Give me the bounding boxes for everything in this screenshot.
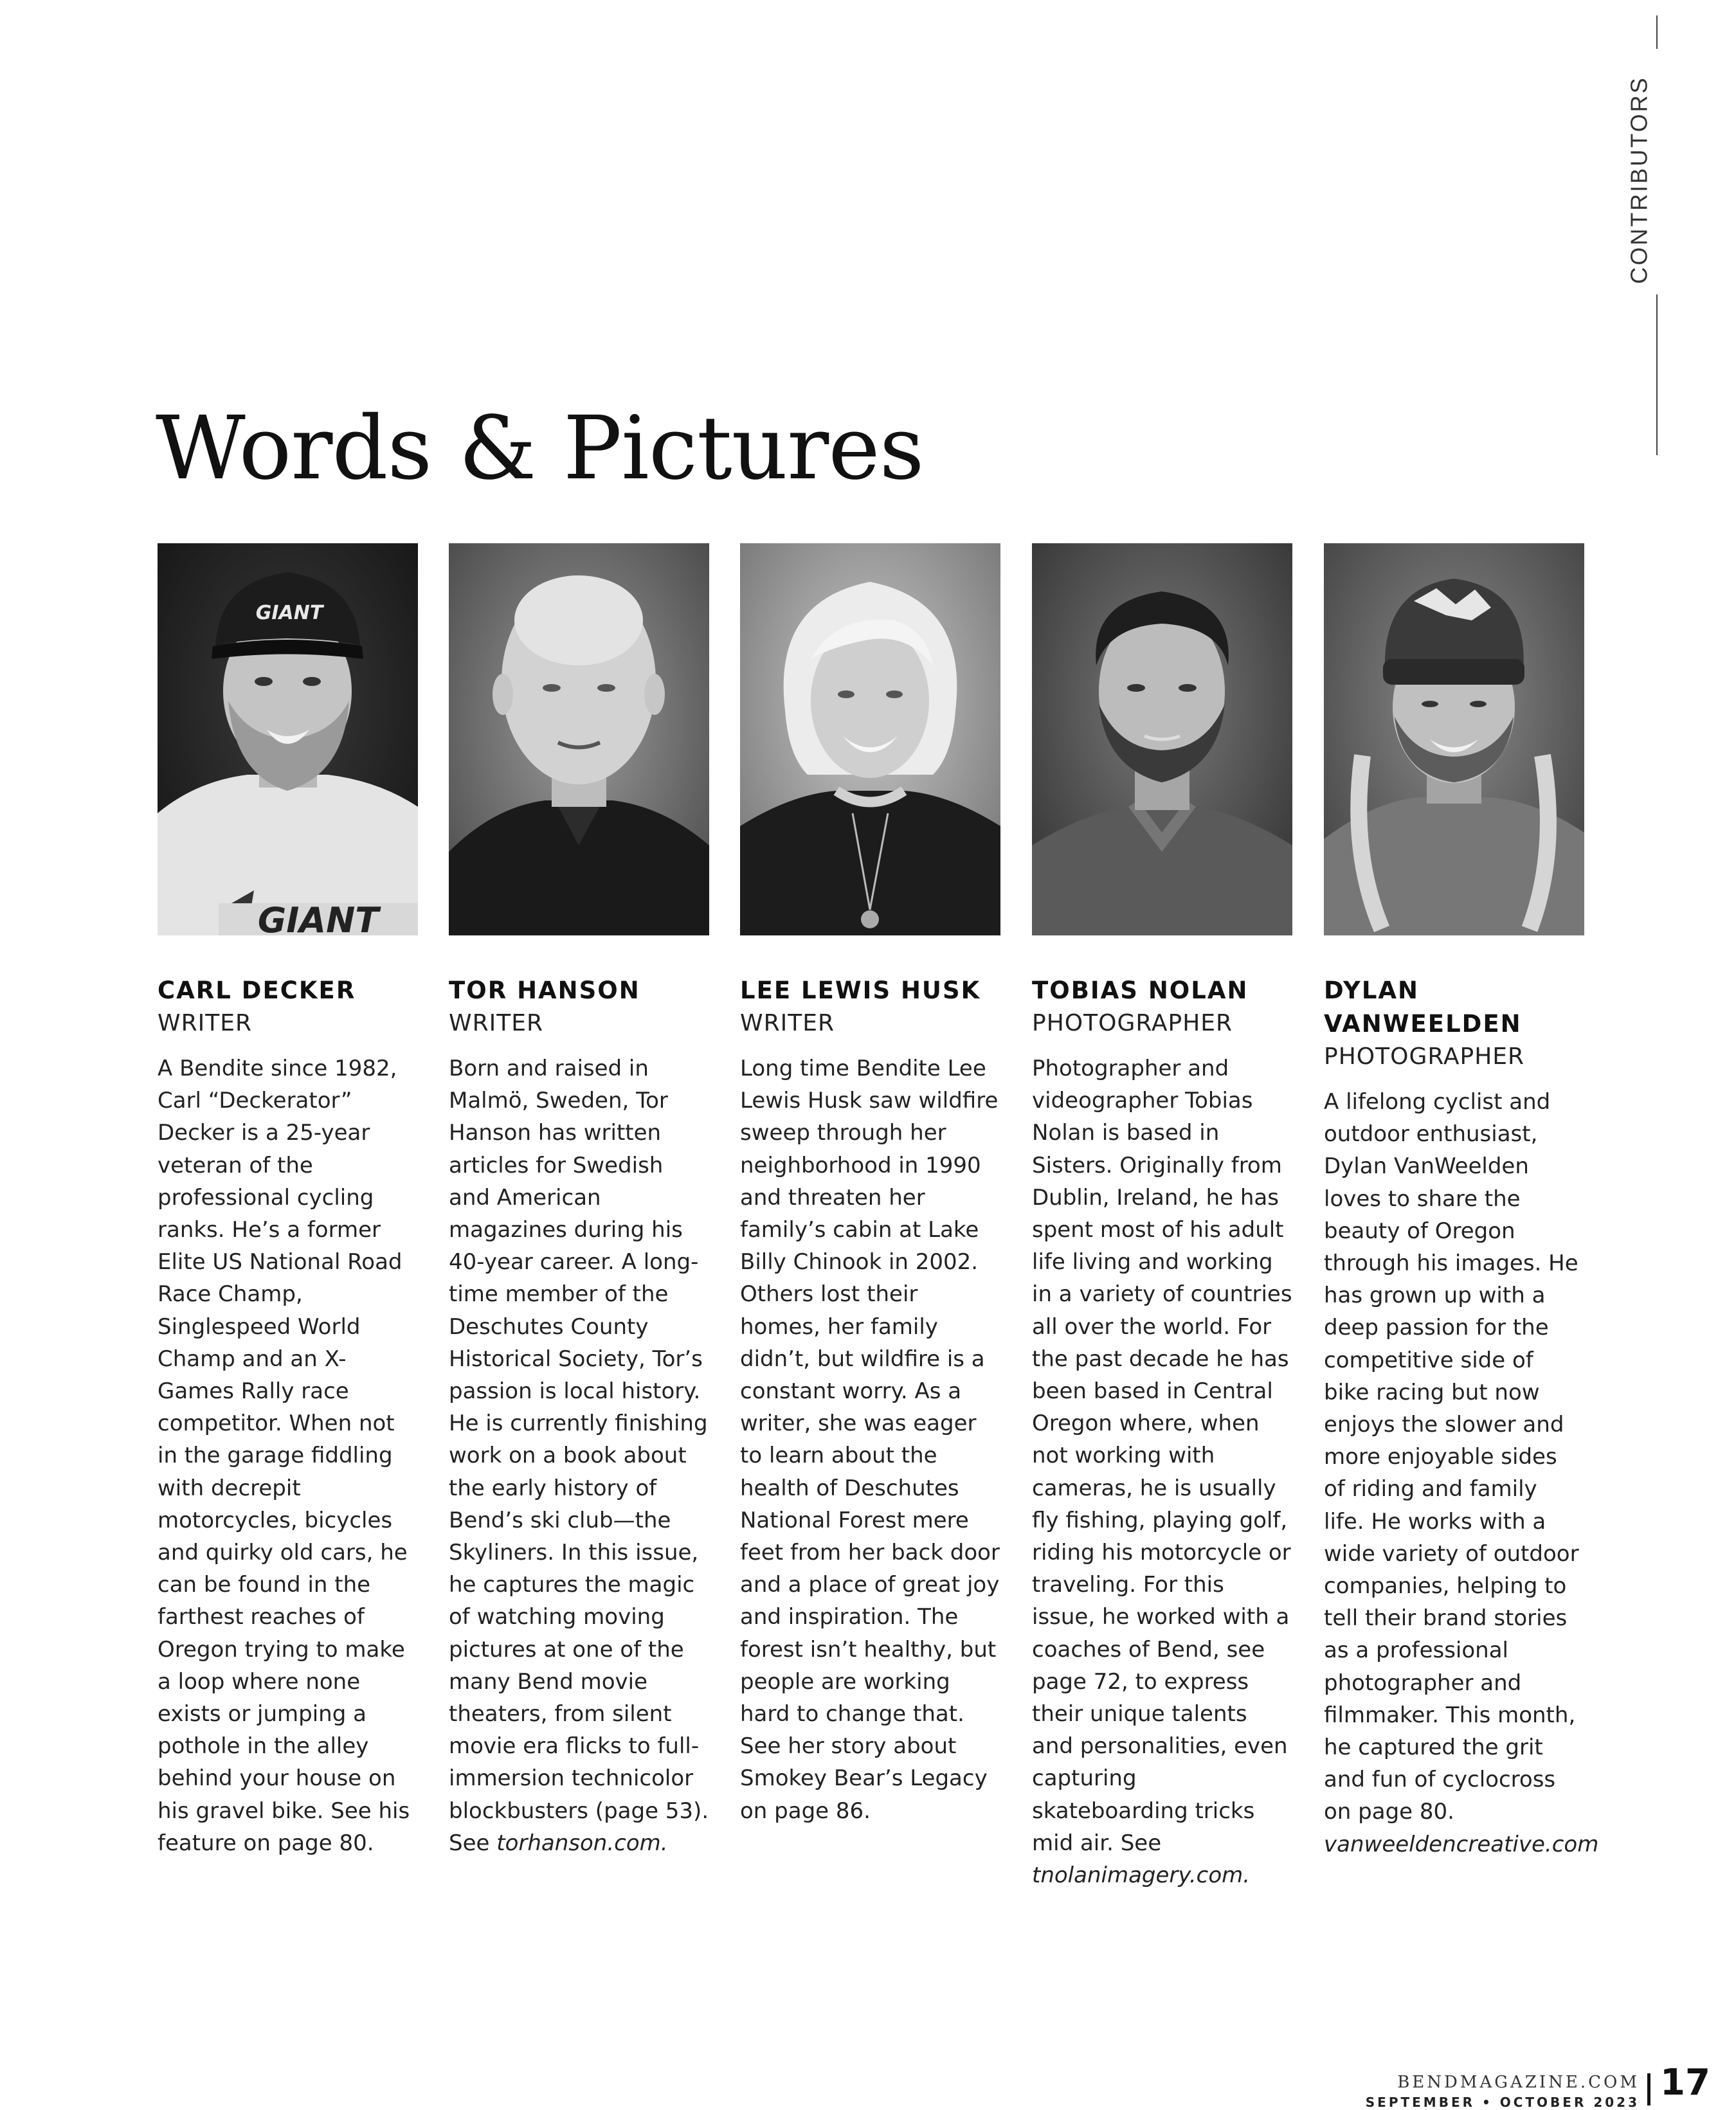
page-number: 17 <box>1660 2062 1710 2104</box>
section-rule-top <box>1656 15 1658 49</box>
footer-divider <box>1647 2073 1650 2105</box>
website-link[interactable]: vanweeldencreative.com <box>1324 1831 1599 1857</box>
contributor-role: PHOTOGRAPHER <box>1324 1043 1525 1070</box>
contributor-role: WRITER <box>158 1010 252 1036</box>
bio-text: Born and raised in Malmö, Sweden, Tor Hanson has written articles for Swedish and American magazines during his 40-year career. A long-time member of the Deschutes County Historical Society, Tor’s passion is local history. He is currently finishing work on a book about the early history of Bend’s ski club—the Skyliners. In this issue, he captures the magic of watching moving pictures at one of the many Bend movie theaters, from silent movie era flicks to full-immersion technicolor blockbusters (page 53). See <box>449 1056 709 1856</box>
footer-issue: SEPTEMBER • OCTOBER 2023 <box>1365 2095 1640 2110</box>
portrait-woman-blonde-icon <box>740 543 1000 935</box>
jersey-brand-text: GIANT <box>257 900 379 935</box>
bio-text: Photographer and videographer Tobias Nolan is based in Sisters. Originally from Dublin, Ireland, he has spent most of his adult life living and working in a variety of countries all over the world. For the past decade he has been based in Central Oregon where, when not working with cameras, he is usually fly fishing, playing golf, riding his motorcycle or traveling. For this issue, he worked with a coaches of Bend, see page 72, to express their unique talents and personalities, even capturing skateboarding tricks mid air. See <box>1032 1056 1292 1856</box>
contributor-lee-lewis-husk <box>740 543 1000 1827</box>
contributor-bio <box>1032 1052 1292 1891</box>
contributor-tobias-nolan <box>1032 543 1292 1891</box>
bio-text: A lifelong cyclist and outdoor enthusiast, Dylan VanWeelden loves to share the beauty of Oregon through his images. He has grown up with a deep passion for the competitive side of bike racing but now enjoys the slower and more enjoyable sides of riding and family life. He works with a wide variety of outdoor companies, helping to tell their brand stories as a professional photographer and filmmaker. This month, he captured the grit and fun of cyclocross on page 80. <box>1324 1089 1579 1825</box>
page-title: Words & Pictures <box>156 398 924 500</box>
contributor-role: WRITER <box>740 1010 835 1036</box>
contributor-role: WRITER <box>449 1010 543 1036</box>
website-link[interactable]: torhanson.com. <box>496 1830 668 1856</box>
portrait-bearded-man-icon <box>1032 543 1292 935</box>
contributor-name: CARL DECKER <box>158 977 356 1004</box>
contributor-carl-decker <box>158 543 418 1859</box>
section-label: CONTRIBUTORS <box>1626 76 1653 284</box>
contributor-bio <box>1324 1086 1599 1861</box>
section-rule-bottom <box>1656 294 1658 455</box>
contributor-dylan-vanweelden <box>1324 543 1599 1861</box>
contributor-bio: Long time Bendite Lee Lewis Husk saw wildfire sweep through her neighborhood in 1990 and threaten her family’s cabin at Lake Billy Chinook in 2002. Others lost their homes, her family didn’t, but wildfire is a constant worry. As a writer, she was eager to learn about the health of Deschutes National Forest mere feet from her back door and a place of great joy and inspiration. The forest isn’t healthy, but people are working hard to change that. See her story about Smokey Bear’s Legacy on page 86. <box>740 1056 1000 1824</box>
contributor-bio: A Bendite since 1982, Carl “Deckerator” Decker is a 25-year veteran of the professional cycling ranks. He’s a former Elite US National Road Race Champ, Singlespeed World Champ and an X-Games Rally race competitor. When not in the garage fiddling with decrepit motorcycles, bicycles and quirky old cars, he can be found in the farthest reaches of Oregon trying to make a loop where none exists or jumping a pothole in the alley behind your house on his gravel bike. See his feature on page 80. <box>158 1056 410 1856</box>
footer-site: BENDMAGAZINE.COM <box>1397 2073 1640 2092</box>
contributor-name: TOBIAS NOLAN <box>1032 977 1249 1004</box>
portrait-bald-man-icon <box>449 543 709 935</box>
portrait-cyclist-cap-icon <box>158 543 418 935</box>
contributor-role: PHOTOGRAPHER <box>1032 1010 1233 1036</box>
contributor-tor-hanson <box>449 543 709 1859</box>
contributor-name: LEE LEWIS HUSK <box>740 977 981 1004</box>
portrait-man-beanie-icon <box>1324 543 1584 935</box>
contributor-name: DYLAN VANWEELDEN <box>1324 977 1522 1038</box>
contributor-name: TOR HANSON <box>449 977 640 1004</box>
website-link[interactable]: tnolanimagery.com. <box>1032 1862 1251 1889</box>
contributor-bio <box>449 1052 709 1859</box>
cap-brand-text: GIANT <box>255 602 323 624</box>
